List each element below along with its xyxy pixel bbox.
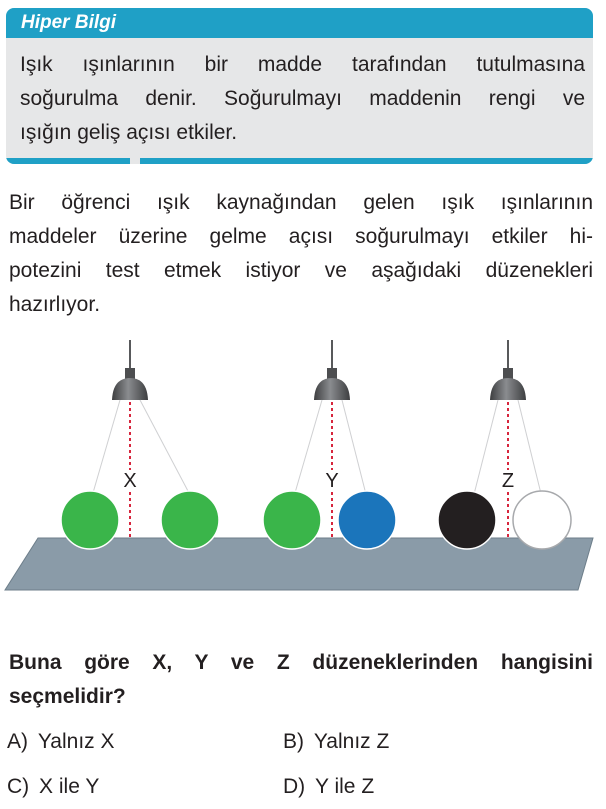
option-c-text: X ile Y [39,775,100,798]
hiper-bilgi-box [6,8,593,164]
experiment-figure [0,340,606,600]
option-a-letter: A) [7,730,28,753]
option-c[interactable] [7,773,99,801]
setup-y [263,340,396,549]
info-line-1: Işık ışınlarının bir madde tarafından tutulmasına [20,53,585,76]
problem-paragraph [9,186,593,322]
hiper-bilgi-title: Hiper Bilgi [21,12,117,33]
ball-left-x [61,491,119,549]
option-c-letter: C) [7,775,30,798]
option-a[interactable] [7,728,115,756]
hiper-bilgi-text [20,48,585,150]
ball-right-z [513,491,571,549]
option-b[interactable] [283,728,389,756]
ball-right-y [338,491,396,549]
lamp-shade-y [314,378,350,400]
option-d-letter: D) [283,775,306,798]
setup-label-y: Y [325,470,339,492]
info-line-3: ışığın geliş açısı etkiler. [20,121,238,144]
option-d-text: Y ile Z [315,775,375,798]
info-line-2: soğurulma denir. Soğurulmayı maddenin rengi ve [20,87,585,110]
option-a-text: Yalnız X [37,730,115,753]
setup-label-x: X [123,470,137,492]
ball-left-y [263,491,321,549]
ball-left-z [438,491,496,549]
paragraph-line-4: hazırlıyor. [9,293,101,316]
setup-x [61,340,219,549]
option-b-text: Yalnız Z [313,730,390,753]
setup-z [438,340,571,549]
paragraph-line-2: maddeler üzerine gelme açısı soğurulmayı etkiler hi- [9,225,593,248]
setup-label-z: Z [501,470,515,492]
ball-right-x [161,491,219,549]
lamp-shade-z [490,378,526,400]
question-text [9,646,593,714]
option-d[interactable] [283,773,374,801]
paragraph-line-3: potezini test etmek istiyor ve aşağıdaki düzenekleri [9,259,593,282]
hiper-bilgi-underline-gap [130,158,140,164]
option-b-letter: B) [283,730,304,753]
paragraph-line-1: Bir öğrenci ışık kaynağından gelen ışık ışınlarının [9,191,593,214]
lamp-shade-x [112,378,148,400]
question-line-2: seçmelidir? [9,685,126,708]
hiper-bilgi-underline [6,158,593,164]
question-line-1: Buna göre X, Y ve Z düzeneklerinden hangisini [9,651,593,674]
